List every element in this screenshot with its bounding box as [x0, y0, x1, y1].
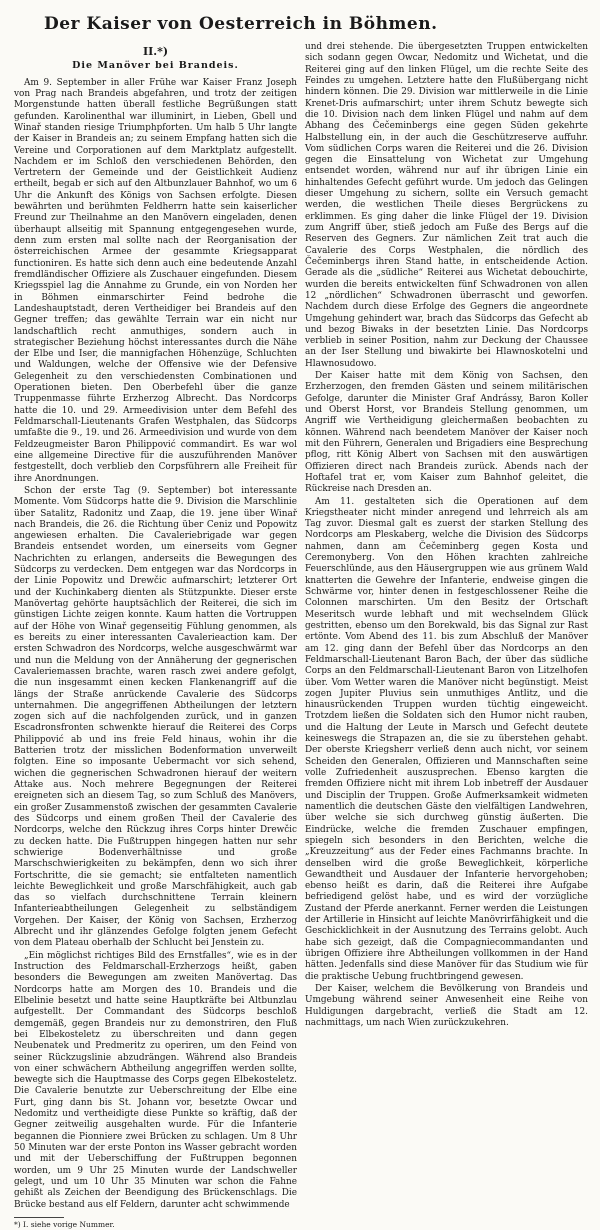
paragraph: Am 9. September in aller Frühe war Kaiser Franz Joseph von Prag nach Brandeis abgefahren, und trotz der zeitigen Morgenstunde hatten überall festliche Begrüßungen statt gefunden. Karolinenthal war illuminirt, in Lieben, Gbell und Winař standen riesige Triumphpforten. Um halb 5 Uhr langte der Kaiser in Brandeis an; zu seinem Empfang hatten sich die Vereine und Corporationen auf dem Marktplatz aufgestellt. Nachdem er im Schloß den verschiedenen Behörden, den Vertretern der Gemeinde und der Geistlichkeit Audienz ertheilt, begab er sich auf den Altbunzlauer Bahnhof, wo um 6 Uhr die Ankunft des Königs von Sachsen erfolgte. Diesen bewährten und berühmten Feldherrn hatte sein kaiserlicher Freund zur Theilnahme an den Manövern eingeladen, denen überhaupt allseitig mit Spannung entgegengesehen wurde, denn zum ersten mal sollte nach der Reorganisation der österreichischen Armee der gesammte Kriegsapparat functioniren. Es hatte sich denn auch eine bedeutende Anzahl fremdländischer Offiziere als Zuschauer eingefunden. Diesem Kriegsspiel lag die Annahme zu Grunde, ein von Norden her in Böhmen einmarschirter Feind bedrohe die Landeshauptstadt, deren Vertheidiger bei Brandeis auf den Gegner treffen; das gewählte Terrain war ein nicht nur landschaftlich recht anmuthiges, sondern auch in strategischer Beziehung höchst interessantes durch die Nähe der Elbe und Iser, die mannigfachen Höhenzüge, Schluchten und Waldungen, welche der Offensive wie der Defensive Gelegenheit zu den verschiedensten Combinationen und Operationen bieten. Den Oberbefehl über die ganze Truppenmasse führte Erzherzog Albrecht. Das Nordcorps hatte die 10. und 29. Armeedivision unter dem Befehl des Feldmarschall-Lieutenants Grafen Westphalen, das Südcorps umfaßte die 9., 19. und 26. Armeedivision und wurde von dem Feldzeugmeister Baron Philippović commandirt. Es war wol eine allgemeine Directive für die auszuführenden Manöver festgestellt, doch verblieb den Corpsführern alle Freiheit für ihre Anordnungen. — [14, 77, 297, 484]
footnote: *) I. siehe vorige Nummer. — [14, 1219, 115, 1229]
part-heading: II.*) — [142, 45, 169, 58]
article-subtitle: Die Manöver bei Brandeis. — [72, 60, 239, 72]
paragraph: Schon der erste Tag (9. September) bot interessante Momente. Vom Südcorps hatte die 9. Division die Marschlinie über Satalitz, Radonitz und Zaap, die 19. jene über Winař nach Brandeis, die 26. die Richtung über Ceniz und Popowitz angewiesen erhalten. Die Cavaleriebrigade war gegen Brandeis entsendet worden, um einerseits vom Gegner Nachrichten zu erlangen, anderseits die Bewegungen des Südcorps zu verdecken. Dem entgegen war das Nordcorps in der Linie Popowitz und Drewčic aufmarschirt; letzterer Ort und der Kuchinkaberg dienten als Stützpunkte. Dieser erste Manövertag gehörte hauptsächlich der Reiterei, die sich im günstigen Lichte zeigen konnte. Kaum hatten die Vortruppen auf der Höhe von Winař gegenseitig Fühlung genommen, als es bereits zu einer interessanten Cavalerieaction kam. Der ersten Schwadron des Nordcorps, welche ausgeschwärmt war und nun die Meldung von der Annäherung der gegnerischen Cavaleriemassen brachte, waren rasch zwei andere gefolgt, die nun insgesammt einen kecken Flankenangriff auf die längs der Straße anrückende Cavalerie des Südcorps unternahmen. Die angegriffenen Abtheilungen der letztern zogen sich auf die nachfolgenden zurück, und in ganzen Escadronsfronten schwenkte hierauf die Reiterei des Corps Philippović ab und ins freie Feld hinaus, wohin ihr die Batterien trotz der misslichen Bodenformation unverweilt folgten. Eine so imposante Uebermacht vor sich sehend, wichen die gegnerischen Schwadronen hierauf der weitern Attake aus. Noch mehrere Begegnungen der Reiterei ereigneten sich an diesem Tag, so zum Schluß des Manövers, ein großer Zusammenstoß zwischen der gesammten Cavalerie des Südcorps und einem großen Theil der Cavalerie des Nordcorps, welche den Rückzug ihres Corps hinter Drewčic zu decken hatte. Die Fußtruppen hingegen hatten nur sehr schwierige Bodenverhältnisse und große Marschschwierigkeiten zu bekämpfen, denn wo sich ihrer Fortschritte, die sie gemacht; sie entfalteten namentlich leichte Beweglichkeit und große Marschfähigkeit, auch gab das so vielfach durchschnittene Terrain kleinern Infanterieabtheilungen Gelegenheit zu selbständigem Vorgehen. Der Kaiser, der König von Sachsen, Erzherzog Albrecht und ihr glänzendes Gefolge folgten jenem Gefecht von dem Plateau oberhalb der Schlucht bei Jenstein zu. — [14, 485, 297, 949]
paragraph: „Ein möglichst richtiges Bild des Ernstfalles“, wie es in der Instruction des Feldmarschall-Erzherzogs heißt, gaben besonders die Bewegungen am zweiten Manövertag. Das Nordcorps hatte am Morgen des 10. Brandeis und die Elbelinie besetzt und hatte seine Hauptkräfte bei Altbunzlau aufgestellt. Der Commandant des Südcorps beschloß demgemäß, gegen Brandeis nur zu demonstriren, den Fluß bei Elbekosteletz zu überschreiten und dann gegen Neubenatek und Predmeritz zu operiren, um den Feind von seiner Rückzugslinie abzudrängen. Während also Brandeis von einer schwächern Abtheilung angegriffen werden sollte, bewegte sich die Hauptmasse des Corps gegen Elbekosteletz. Die Cavalerie benutzte zur Ueberschreitung der Elbe eine Furt, ging dann bis St. Johann vor, besetzte Owcar und Nedomitz und vertheidigte diese Punkte so kräftig, daß der Gegner zeitweilig ausgehalten wurde. Für die Infanterie begannen die Pionniere zwei Brücken zu schlagen. Um 8 Uhr 50 Minuten war der erste Ponton ins Wasser gebracht worden und mit der Ueberschiffung der Fußtruppen begonnen worden, um 9 Uhr 25 Minuten wurde der Landschweller gelegt, und um 10 Uhr 35 Minuten war schon die Fahne gehißt als Zeichen der Beendigung des Brückenschlags. Die Brücke bestand aus elf Feldern, darunter acht schwimmende — [14, 950, 297, 1210]
article-title: Der Kaiser von Oesterreich in Böhmen. — [44, 14, 438, 34]
article-columns — [14, 42, 590, 1230]
paragraph: Der Kaiser hatte mit dem König von Sachsen, den Erzherzogen, den fremden Gästen und seinem militärischen Gefolge, darunter die Minister Graf Andrássy, Baron Koller und Oberst Horst, vor Brandeis Stellung genommen, um Angriff wie Vertheidigung gleichermaßen beobachten zu können. Während nach beendetem Manöver der Kaiser noch mit den Führern, Generalen und Brigadiers eine Besprechung pflog, ritt König Albert von Sachsen mit den auswärtigen Offizieren direct nach Brandeis zurück. Abends nach der Hoftafel trat er, vom Kaiser zum Bahnhof geleitet, die Rückreise nach Dresden an. — [305, 371, 588, 495]
paragraph: und drei stehende. Die übergesetzten Truppen entwickelten sich sodann gegen Owcar, Nedomitz und Wichetat, und die Reiterei ging auf den linken Flügel, um die rechte Seite des Feindes zu umgehen. Letztere hatte den Flußübergang nicht hindern können. Die 29. Division war mittlerweile in die Linie Krenet-Dris aufmarschirt; unter ihrem Schutz bewegte sich die 10. Division nach dem linken Flügel und nahm auf dem Abhang des Čečeminbergs eine gegen Süden gekehrte Halbstellung ein, in der auch die Geschützreserve auffuhr. Vom südlichen Corps waren die Reiterei und die 26. Division gegen die Einsattelung von Wichetat zur Umgehung entsendet worden, während nur auf ihr übrigen Linie ein hinhaltendes Gefecht geführt wurde. Um jedoch das Gelingen dieser Umgehung zu sichern, sollte ein Versuch gemacht werden, die westlichen Theile dieses Bergrückens zu erklimmen. Es ging daher die linke Flügel der 19. Division zum Angriff über, stieß jedoch am Fuße des Bergs auf die Reserven des Gegners. Zur nämlichen Zeit trat auch die Cavalerie des Corps Westphalen, die nördlich des Čečeminbergs ihren Stand hatte, in entscheidende Action. Gerade als die „südliche“ Reiterei aus Wichetat debouchirte, wurden die bereits entwickelten fünf Schwadronen von allen 12 „nördlichen“ Schwadronen überrascht und geworfen. Nachdem durch diese Erfolge des Gegners die angeordnete Umgehung gehindert war, brach das Südcorps das Gefecht ab und bezog Biwaks in der besetzten Linie. Das Nordcorps verblieb in seiner Position, nahm zur Deckung der Chaussee an der Iser Stellung und biwakirte bei Hlawnoskotelni und Hlawnosudowo. — [305, 42, 588, 369]
footnote-rule — [14, 1217, 64, 1218]
paragraph: Am 11. gestalteten sich die Operationen auf dem Kriegstheater nicht minder anregend und lehrreich als am Tag zuvor. Diesmal galt es zuerst der starken Stellung des Nordcorps am Pleskaberg, welche die Division des Südcorps nahmen, dann am Čečeminberg gegen Kosta und Ceremonyberg. Von den Höhen krachten zahlreiche Feuerschlünde, aus den Häusergruppen wie aus grünem Wald knatterten die Gewehre der Infanterie, endweise gingen die Schwärme vor, hinter denen in festgeschlossener Reihe die Colonnen marschirten. Um den Besitz der Ortschaft Meseritsch wurde lebhaft und mit wechselndem Glück gestritten, ebenso um den Borekwald, bis das Signal zur Rast ertönte. Vom Abend des 11. bis zum Abschluß der Manöver am 12. ging dann der Befehl über das Nordcorps an den Feldmarschall-Lieutenant Baron Bach, der über das südliche Corps an den Feldmarschall-Lieutenant Baron von Litzelhofen über. Vom Wetter waren die Manöver nicht begünstigt. Meist zogen Jupiter Pluvius sein unmuthiges Antlitz, und die hinausrückenden Truppen wurden tüchtig eingeweicht. Trotzdem ließen die Soldaten sich den Humor nicht rauben, und die Haltung der Leute in Marsch und Gefecht deutete keineswegs die Strapazen an, die sie zu überstehen gehabt. Der oberste Kriegsherr verließ denn auch nicht, vor seinem Scheiden den Generalen, Offizieren und Mannschaften seine volle Zufriedenheit auszusprechen. Ebenso kargten die fremden Offiziere nicht mit ihrem Lob inbetreff der Ausdauer und Disciplin der Truppen. Große Aufmerksamkeit widmeten namentlich die deutschen Gäste den vielfältigen Landwehren, über welche sie sich durchweg günstig äußerten. Die Eindrücke, welche die fremden Zuschauer empfingen, spiegeln sich besonders in den Berichten, welche die „Kreuzzeitung“ aus der Feder eines Fachmanns brachte. In denselben wird die große Beweglichkeit, körperliche Gewandtheit und Ausdauer der Infanterie hervorgehoben; ebenso heißt es darin, daß die Reiterei ihre Aufgabe befriedigend gelöst habe, und es wird der vorzügliche Zustand der Pferde anerkannt. Ferner werden die Leistungen der Artillerie in Hinsicht auf leichte Manövrirfähigkeit und die Geschicklichkeit in der Ausnutzung des Terrains gelobt. Auch habe sich gezeigt, daß die Compagniecommandanten und übrigen Offiziere ihre Abtheilungen vollkommen in der Hand hätten. Jedenfalls sind diese Manöver für das Studium wie für die praktische Uebung fruchtbringend gewesen. — [305, 496, 588, 982]
paragraph: Der Kaiser, welchem die Bevölkerung von Brandeis und Umgebung während seiner Anwesenheit eine Reihe von Huldigungen dargebracht, verließ die Stadt am 12. nachmittags, um nach Wien zurückzukehren. — [305, 983, 588, 1028]
left-column — [14, 42, 297, 1230]
right-column — [305, 42, 588, 1230]
